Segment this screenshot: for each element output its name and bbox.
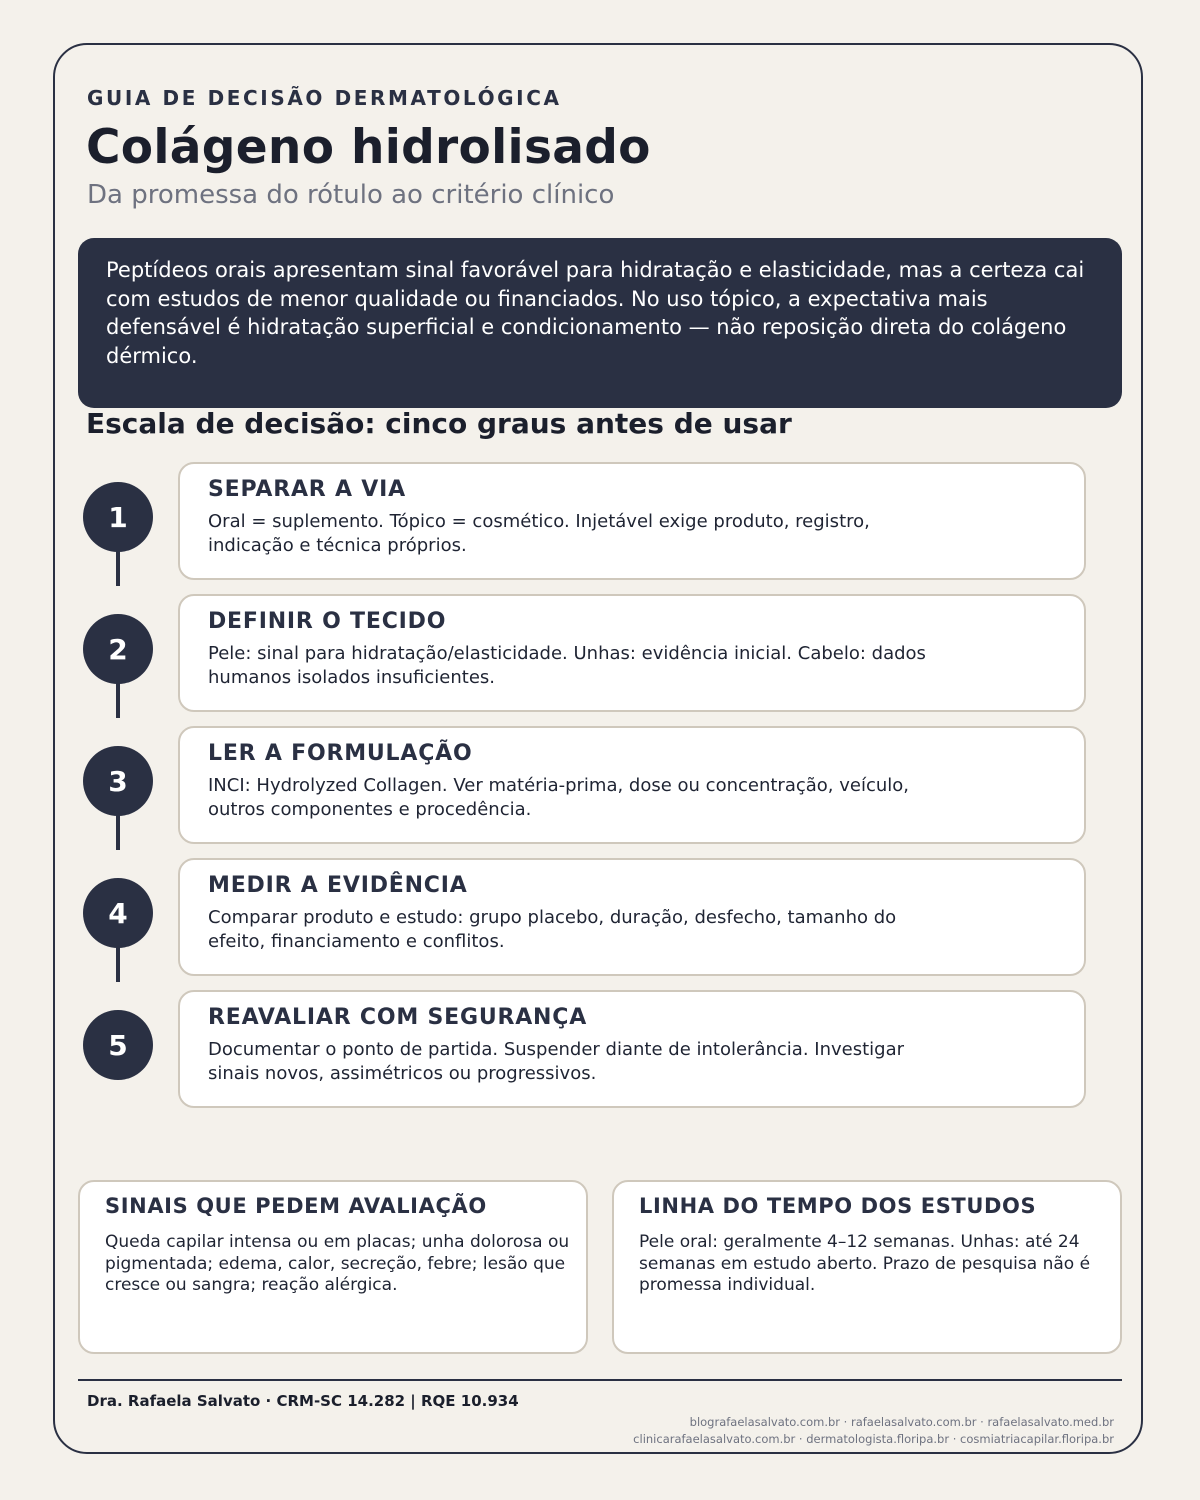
step-number-badge: 1 (83, 482, 153, 552)
step-connector (116, 814, 120, 850)
footer-author: Dra. Rafaela Salvato · CRM-SC 14.282 | RQE 10.934 (87, 1392, 519, 1410)
step-heading: LER A FORMULAÇÃO (208, 741, 473, 766)
step-connector (116, 550, 120, 586)
step-text: Documentar o ponto de partida. Suspender diante de intolerância. Investigar sinais novos, assimétricos ou progressivos. (208, 1039, 904, 1084)
step-heading: MEDIR A EVIDÊNCIA (208, 873, 468, 898)
kicker: GUIA DE DECISÃO DERMATOLÓGICA (87, 86, 562, 110)
box-text: Queda capilar intensa ou em placas; unha dolorosa ou pigmentada; edema, calor, secreção, febre; lesão que cresce ou sangra; reação alérgica. (105, 1232, 570, 1295)
step-number-badge: 3 (83, 746, 153, 816)
step-number-badge: 5 (83, 1010, 153, 1080)
step-heading: DEFINIR O TECIDO (208, 609, 447, 634)
step-number-badge: 2 (83, 614, 153, 684)
step-connector (116, 682, 120, 718)
footer-links (633, 1414, 1114, 1448)
step-heading: SEPARAR A VIA (208, 477, 406, 502)
step-text: Oral = suplemento. Tópico = cosmético. Injetável exige produto, registro, indicação e técnica próprios. (208, 511, 870, 556)
step-text: INCI: Hydrolyzed Collagen. Ver matéria-prima, dose ou concentração, veículo, outros componentes e procedência. (208, 775, 910, 820)
step-card (178, 594, 1086, 712)
page-subtitle: Da promessa do rótulo ao critério clínico (87, 180, 615, 210)
step-connector (116, 946, 120, 982)
box-text: Pele oral: geralmente 4–12 semanas. Unhas: até 24 semanas em estudo aberto. Prazo de pesquisa não é promessa individual. (639, 1232, 1091, 1295)
step-number-badge: 4 (83, 878, 153, 948)
footer-divider (78, 1379, 1122, 1381)
step-card (178, 990, 1086, 1108)
box-heading: LINHA DO TEMPO DOS ESTUDOS (639, 1194, 1037, 1218)
summary-box: Peptídeos orais apresentam sinal favorável para hidratação e elasticidade, mas a certeza cai com estudos de menor qualidade ou financiados. No uso tópico, a expectativa mais defensável é hidratação superficial e condicionamento — não reposição direta do colágeno dérmico. (78, 238, 1122, 408)
step-text: Comparar produto e estudo: grupo placebo, duração, desfecho, tamanho do efeito, financiamento e conflitos. (208, 907, 897, 952)
footer-links-line: blografaelasalvato.com.br · rafaelasalvato.com.br · rafaelasalvato.med.br (689, 1415, 1114, 1429)
box-heading: SINAIS QUE PEDEM AVALIAÇÃO (105, 1194, 487, 1218)
section-title: Escala de decisão: cinco graus antes de usar (86, 407, 792, 440)
footer-links-line: clinicarafaelasalvato.com.br · dermatologista.floripa.br · cosmiatriacapilar.floripa.br (633, 1432, 1114, 1446)
step-card (178, 858, 1086, 976)
timeline-box (612, 1180, 1122, 1354)
step-card (178, 462, 1086, 580)
step-card (178, 726, 1086, 844)
warning-signs-box (78, 1180, 588, 1354)
step-heading: REAVALIAR COM SEGURANÇA (208, 1005, 588, 1030)
step-text: Pele: sinal para hidratação/elasticidade. Unhas: evidência inicial. Cabelo: dados humanos isolados insuficientes. (208, 643, 926, 688)
page-title: Colágeno hidrolisado (86, 120, 651, 175)
